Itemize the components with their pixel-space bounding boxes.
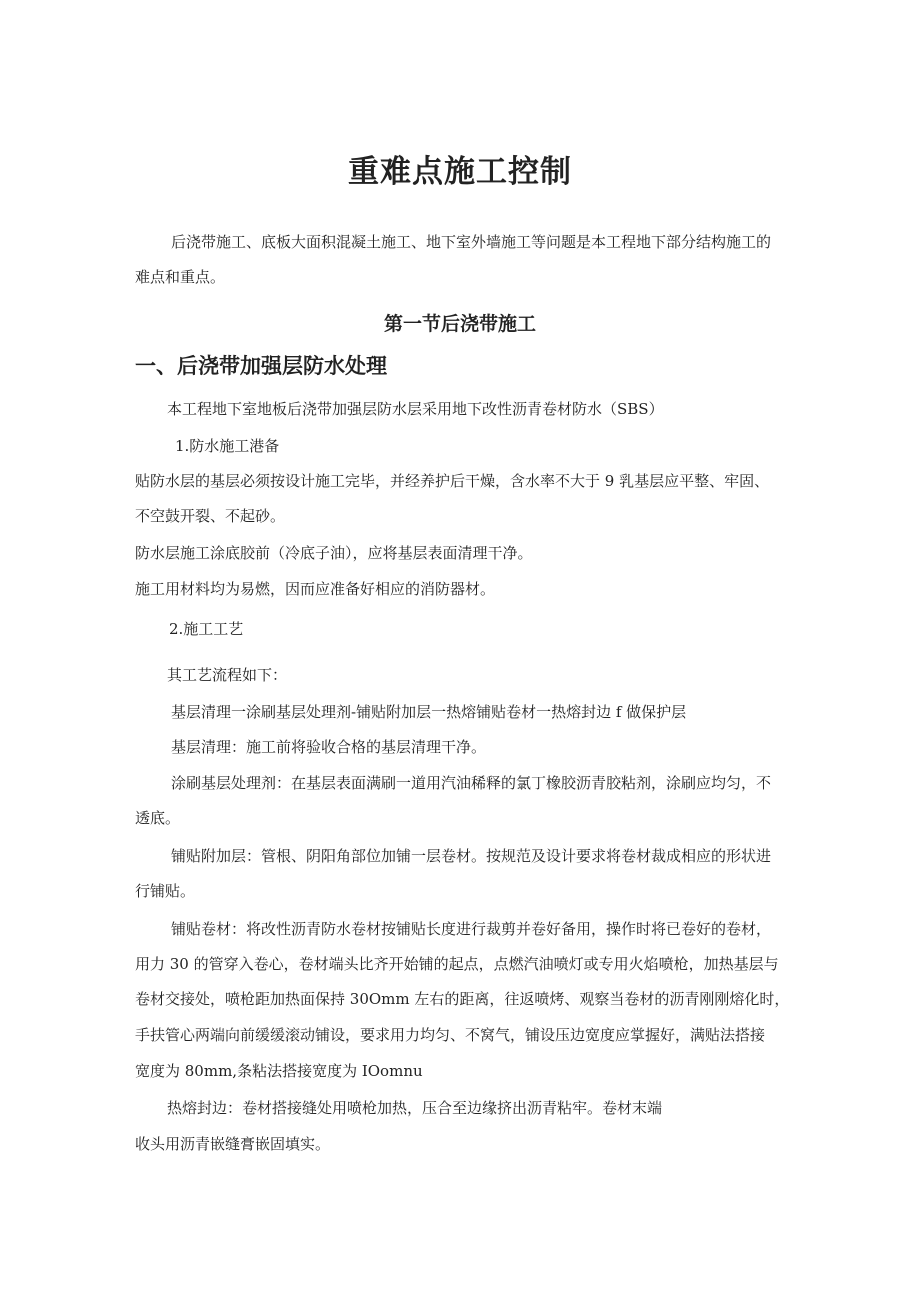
document-title: 重难点施工控制 — [348, 154, 572, 190]
section-title: 第一节后浇带施工 — [383, 313, 536, 335]
paragraph-flow: 基层清理一涂刷基层处理剂-铺贴附加层一热熔铺贴卷材一热熔封边 f 做保护层 — [171, 703, 687, 721]
paragraph-seal-line-2: 收头用沥青嵌缝膏嵌固填实。 — [135, 1135, 331, 1153]
paragraph-membrane-line-3: 卷材交接处，喷枪距加热面保持 30Omm 左右的距离，往返喷烤、观察当卷材的沥青刚刚熔化时， — [135, 990, 790, 1008]
paragraph-primer-line-2: 透底。 — [135, 809, 181, 827]
paragraph-base-cleaning: 基层清理：施工前将验收合格的基层清理干净。 — [171, 738, 487, 756]
paragraph-sbs: 本工程地下室地板后浇带加强层防水层采用地下改性沥青卷材防水（SBS） — [167, 400, 664, 418]
section-heading: 一、后浇带加强层防水处理 — [135, 353, 387, 378]
paragraph-base-line-1: 贴防水层的基层必须按设计施工完毕，并经养护后干燥，含水率不大于 9 乳基层应平整、牢固、 — [135, 472, 770, 490]
paragraph-membrane-line-2: 用力 30 的管穿入卷心，卷材端头比齐开始铺的起点，点燃汽油喷灯或专用火焰喷枪，加热基层与 — [135, 955, 779, 973]
paragraph-membrane-line-4: 手扶管心两端向前缓缓滚动铺设，要求用力均匀、不窝气，铺设压边宽度应掌握好，满贴法搭接 — [135, 1026, 766, 1044]
subheading-preparation: 1.防水施工港备 — [175, 437, 280, 455]
paragraph-fire: 施工用材料均为易燃，因而应准备好相应的消防器材。 — [135, 580, 496, 598]
intro-line-1: 后浇带施工、底板大面积混凝土施工、地下室外墙施工等问题是本工程地下部分结构施工的 — [171, 233, 772, 251]
paragraph-additional-line-1: 铺贴附加层：管根、阴阳角部位加铺一层卷材。按规范及设计要求将卷材裁成相应的形状进 — [171, 847, 772, 865]
paragraph-flow-intro: 其工艺流程如下： — [167, 666, 288, 684]
intro-line-2: 难点和重点。 — [135, 268, 226, 286]
paragraph-cleaning: 防水层施工涂底胶前（冷底子油），应将基层表面清理干净。 — [135, 544, 533, 562]
paragraph-membrane-line-1: 铺贴卷材：将改性沥青防水卷材按铺贴长度进行裁剪并卷好备用，操作时将已卷好的卷材， — [171, 920, 772, 938]
paragraph-base-line-2: 不空鼓开裂、不起砂。 — [135, 507, 286, 525]
paragraph-additional-line-2: 行铺贴。 — [135, 882, 196, 900]
paragraph-seal-line-1: 热熔封边：卷材搭接缝处用喷枪加热，压合至边缘挤出沥青粘牢。卷材末端 — [167, 1099, 663, 1117]
subheading-process: 2.施工工艺 — [169, 620, 244, 638]
paragraph-primer-line-1: 涂刷基层处理剂：在基层表面满刷一道用汽油稀释的氯丁橡胶沥青胶粘剂，涂刷应均匀，不 — [171, 774, 772, 792]
paragraph-membrane-line-5: 宽度为 80mm,条粘法搭接宽度为 IOomnu — [135, 1062, 423, 1080]
